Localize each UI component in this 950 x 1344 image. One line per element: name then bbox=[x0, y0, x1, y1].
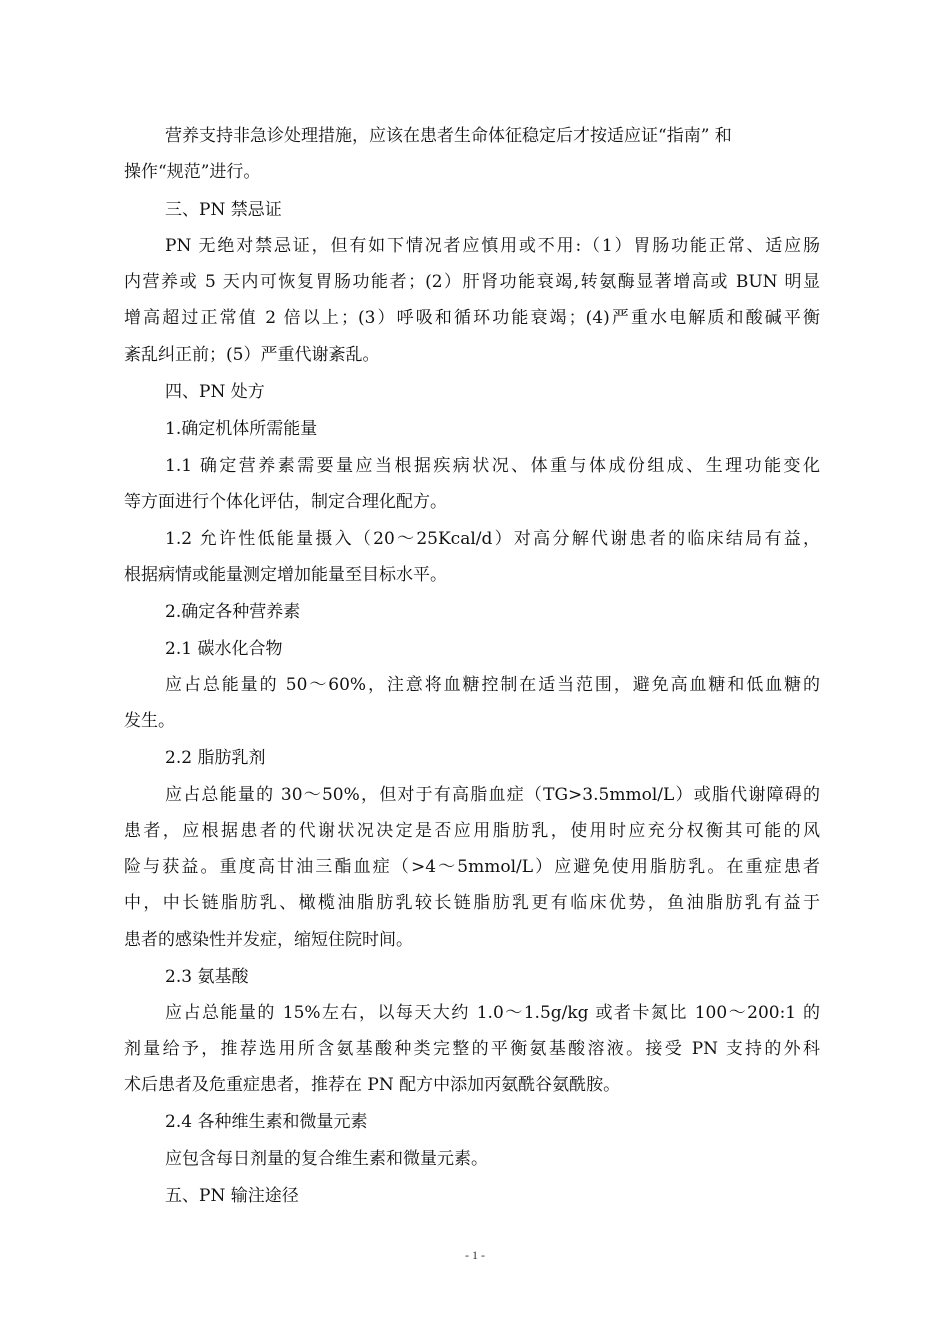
text-line: 紊乱纠正前；(5）严重代谢紊乱。 bbox=[124, 345, 380, 365]
text-line: 根据病情或能量测定增加能量至目标水平。 bbox=[124, 565, 447, 585]
subsection-heading: 1.确定机体所需能量 bbox=[165, 419, 318, 439]
text-line: 应包含每日剂量的复合维生素和微量元素。 bbox=[165, 1149, 488, 1169]
page-number: - 1 - bbox=[465, 1248, 485, 1262]
text-line: 患者，应根据患者的代谢状况决定是否应用脂肪乳，使用时应充分权衡其可能的风 bbox=[124, 821, 820, 841]
text-line: 剂量给予，推荐选用所含氨基酸种类完整的平衡氨基酸溶液。接受 PN 支持的外科 bbox=[124, 1039, 820, 1059]
text-line: 增高超过正常值 2 倍以上；(3）呼吸和循环功能衰竭；(4)严重水电解质和酸碱平衡 bbox=[124, 308, 820, 328]
text-line: 等方面进行个体化评估，制定合理化配方。 bbox=[124, 492, 447, 512]
text-line: 发生。 bbox=[124, 711, 175, 731]
text-line: 操作“规范”进行。 bbox=[124, 162, 261, 182]
text-line: 1.2 允许性低能量摄入（20～25Kcal/d）对高分解代谢患者的临床结局有益， bbox=[165, 529, 820, 549]
text-line: 应占总能量的 30～50%，但对于有高脂血症（TG>3.5mmol/L）或脂代谢障碍的 bbox=[165, 785, 820, 805]
text-line: 术后患者及危重症患者，推荐在 PN 配方中添加丙氨酰谷氨酰胺。 bbox=[124, 1075, 621, 1095]
text-line: PN 无绝对禁忌证，但有如下情况者应慎用或不用:（1）胃肠功能正常、适应肠 bbox=[165, 236, 820, 256]
text-line: 内营养或 5 天内可恢复胃肠功能者；(2）肝肾功能衰竭,转氨酶显著增高或 BUN 明显 bbox=[124, 272, 820, 292]
subsection-heading: 2.确定各种营养素 bbox=[165, 602, 301, 622]
text-line: 险与获益。重度高甘油三酯血症（>4～5mmol/L）应避免使用脂肪乳。在重症患者 bbox=[124, 857, 820, 877]
text-line: 患者的感染性并发症，缩短住院时间。 bbox=[124, 930, 413, 950]
text-line: 营养支持非急诊处理措施，应该在患者生命体征稳定后才按适应证“指南” 和 bbox=[165, 126, 732, 146]
section-heading: 五、PN 输注途径 bbox=[165, 1186, 299, 1206]
subsection-heading: 2.4 各种维生素和微量元素 bbox=[165, 1112, 368, 1132]
subsection-heading: 2.3 氨基酸 bbox=[165, 967, 249, 987]
text-line: 应占总能量的 50～60%，注意将血糖控制在适当范围，避免高血糖和低血糖的 bbox=[165, 675, 820, 695]
section-heading: 三、PN 禁忌证 bbox=[165, 200, 282, 220]
text-line: 1.1 确定营养素需要量应当根据疾病状况、体重与体成份组成、生理功能变化 bbox=[165, 456, 820, 476]
subsection-heading: 2.1 碳水化合物 bbox=[165, 639, 283, 659]
text-line: 应占总能量的 15%左右，以每天大约 1.0～1.5g/kg 或者卡氮比 100～200:1 的 bbox=[165, 1003, 820, 1023]
subsection-heading: 2.2 脂肪乳剂 bbox=[165, 748, 266, 768]
text-line: 中，中长链脂肪乳、橄榄油脂肪乳较长链脂肪乳更有临床优势，鱼油脂肪乳有益于 bbox=[124, 893, 820, 913]
section-heading: 四、PN 处方 bbox=[165, 382, 265, 402]
